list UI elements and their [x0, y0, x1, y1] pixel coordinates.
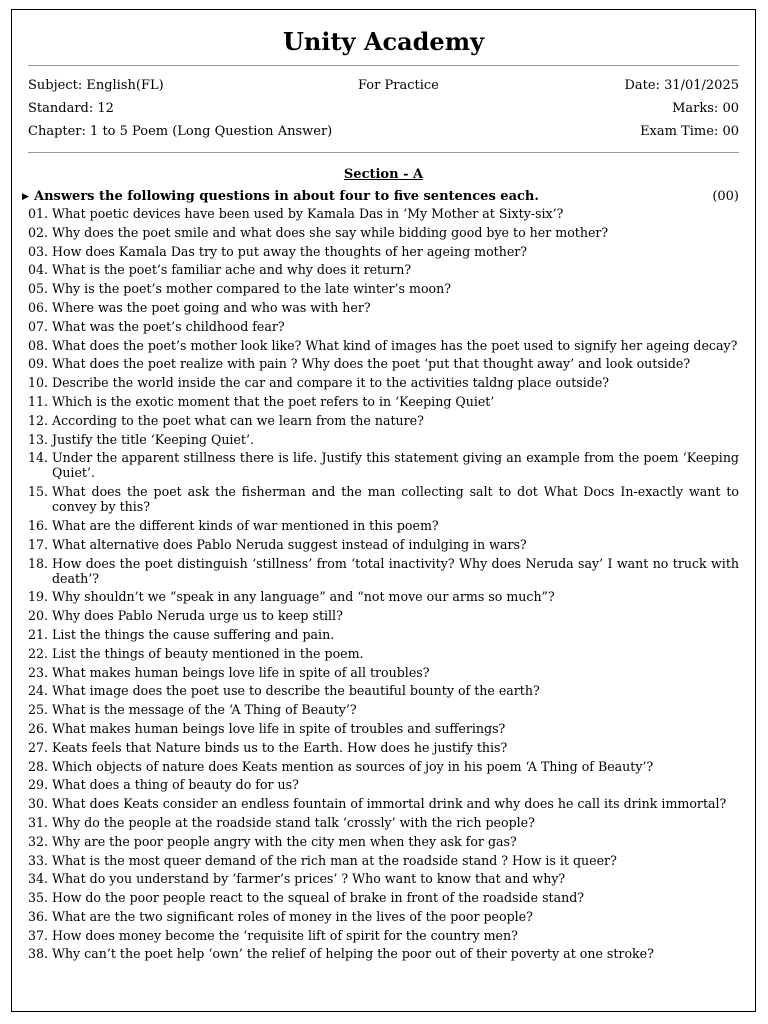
- question-number: 16.: [28, 517, 49, 533]
- school-title: Unity Academy: [282, 27, 485, 56]
- question-text: Why shouldn’t we “speak in any language” and “not move our arms so much”?: [52, 589, 555, 605]
- question-item: [28, 589, 739, 604]
- question-number: 22.: [28, 645, 49, 661]
- question-item: [28, 432, 739, 447]
- question-text: What is the message of the ‘A Thing of Beauty’?: [52, 702, 357, 718]
- marks-label: Marks: 00: [672, 101, 739, 116]
- question-number: 37.: [28, 927, 49, 943]
- question-text: Why does Pablo Neruda urge us to keep still?: [52, 608, 343, 624]
- question-text: Under the apparent stillness there is life. Justify this statement giving an example from the poem ‘Keeping Quiet’.: [52, 450, 739, 481]
- question-number: 35.: [28, 890, 49, 906]
- question-number: 17.: [28, 536, 49, 552]
- question-item: [28, 890, 739, 905]
- exam-time-label: Exam Time: 00: [640, 124, 739, 139]
- question-text: Why can’t the poet help ‘own’ the relief of helping the poor out of their poverty at one stroke?: [52, 946, 654, 962]
- question-number: 29.: [28, 777, 49, 793]
- question-text: What is the most queer demand of the rich man at the roadside stand ? How is it queer?: [52, 852, 617, 868]
- question-text: Why does the poet smile and what does she say while bidding good bye to her mother?: [52, 224, 609, 240]
- question-number: 26.: [28, 720, 49, 736]
- question-text: What are the two significant roles of money in the lives of the poor people?: [52, 908, 533, 924]
- question-text: What was the poet’s childhood fear?: [52, 318, 285, 334]
- question-text: Which objects of nature does Keats mention as sources of joy in his poem ‘A Thing of Beauty’?: [52, 758, 654, 774]
- question-text: According to the poet what can we learn from the nature?: [52, 412, 424, 428]
- question-number: 27.: [28, 739, 49, 755]
- header-divider-bottom: [28, 152, 739, 153]
- question-text: Justify the title ‘Keeping Quiet’.: [52, 431, 254, 447]
- question-number: 01.: [28, 206, 49, 221]
- question-item: [28, 834, 739, 849]
- question-item: [28, 484, 739, 514]
- question-item: [28, 375, 739, 390]
- question-text: What does the poet realize with pain ? Why does the poet ‘put that thought away’ and look outside?: [52, 356, 691, 372]
- question-item: [28, 413, 739, 428]
- question-text: How do the poor people react to the squeal of brake in front of the roadside stand?: [52, 890, 585, 906]
- question-number: 28.: [28, 758, 49, 774]
- question-number: 12.: [28, 412, 49, 428]
- exam-paper: [11, 9, 756, 1012]
- question-text: What is the poet’s familiar ache and why does it return?: [52, 262, 412, 278]
- header-row-3: [28, 123, 739, 141]
- question-number: 36.: [28, 908, 49, 924]
- question-text: Keats feels that Nature binds us to the Earth. How does he justify this?: [52, 739, 508, 755]
- question-number: 23.: [28, 664, 49, 680]
- question-text: What are the different kinds of war mentioned in this poem?: [52, 517, 439, 533]
- question-text: Describe the world inside the car and compare it to the activities taldng place outside?: [52, 375, 610, 391]
- question-number: 32.: [28, 833, 49, 849]
- question-text: What image does the poet use to describe the beautiful bounty of the earth?: [52, 683, 540, 699]
- question-number: 02.: [28, 224, 49, 240]
- question-number: 31.: [28, 814, 49, 830]
- question-item: [28, 759, 739, 774]
- question-number: 11.: [28, 393, 49, 409]
- question-number: 38.: [28, 946, 49, 962]
- question-number: 07.: [28, 318, 49, 334]
- question-list: [28, 206, 739, 965]
- question-item: [28, 300, 739, 315]
- question-number: 18.: [28, 555, 49, 571]
- question-text: Which is the exotic moment that the poet refers to in ‘Keeping Quiet’: [52, 393, 495, 409]
- question-number: 05.: [28, 281, 49, 297]
- triangle-bullet-icon: ▶: [22, 192, 29, 202]
- question-item: [28, 683, 739, 698]
- question-number: 04.: [28, 262, 49, 278]
- question-number: 34.: [28, 871, 49, 887]
- question-number: 20.: [28, 608, 49, 624]
- section-title: Section - A: [343, 167, 424, 182]
- question-text: What do you understand by ‘farmer’s prices’ ? Who want to know that and why?: [52, 871, 566, 887]
- question-item: [28, 665, 739, 680]
- question-item: [28, 740, 739, 755]
- question-item: [28, 537, 739, 552]
- question-text: List the things of beauty mentioned in the poem.: [52, 645, 364, 661]
- question-item: [28, 206, 739, 221]
- question-number: 13.: [28, 431, 49, 447]
- question-item: [28, 627, 739, 642]
- question-item: [28, 244, 739, 259]
- subject-label: Subject: English(FL): [28, 78, 164, 93]
- question-item: [28, 319, 739, 334]
- question-text: Why do the people at the roadside stand talk ‘crossly’ with the rich people?: [52, 814, 535, 830]
- instruction-text: Answers the following questions in about four to five sentences each.: [34, 189, 539, 204]
- question-text: Where was the poet going and who was with her?: [52, 299, 371, 315]
- section-instruction: [22, 188, 739, 206]
- question-item: [28, 556, 739, 586]
- question-item: [28, 815, 739, 830]
- question-number: 09.: [28, 356, 49, 372]
- question-item: [28, 796, 739, 811]
- question-number: 14.: [28, 450, 49, 466]
- question-text: What alternative does Pablo Neruda suggest instead of indulging in wars?: [52, 536, 527, 552]
- question-item: [28, 338, 739, 353]
- header-divider-top: [28, 65, 739, 66]
- question-item: [28, 777, 739, 792]
- question-item: [28, 262, 739, 277]
- question-item: [28, 871, 739, 886]
- question-text: Why are the poor people angry with the city men when they ask for gas?: [52, 833, 517, 849]
- question-item: [28, 702, 739, 717]
- question-item: [28, 450, 739, 480]
- question-number: 30.: [28, 796, 49, 812]
- question-number: 33.: [28, 852, 49, 868]
- question-item: [28, 518, 739, 533]
- question-text: What does the poet ask the fisherman and the man collecting salt to dot What Docs In-exactly want to convey by this?: [52, 484, 739, 515]
- question-text: What does a thing of beauty do for us?: [52, 777, 299, 793]
- question-number: 03.: [28, 243, 49, 259]
- question-text: What makes human beings love life in spite of all troubles?: [52, 664, 430, 680]
- question-text: List the things the cause suffering and pain.: [52, 626, 335, 642]
- question-text: What poetic devices have been used by Kamala Das in ‘My Mother at Sixty-six’?: [52, 206, 564, 221]
- header-row-2: [28, 100, 739, 118]
- question-number: 06.: [28, 299, 49, 315]
- question-number: 10.: [28, 375, 49, 391]
- question-item: [28, 909, 739, 924]
- standard-label: Standard: 12: [28, 101, 114, 116]
- question-number: 19.: [28, 589, 49, 605]
- question-item: [28, 721, 739, 736]
- question-text: What does the poet’s mother look like? What kind of images has the poet used to signify her ageing decay?: [52, 337, 738, 353]
- question-item: [28, 225, 739, 240]
- date-label: Date: 31/01/2025: [624, 78, 739, 93]
- question-text: How does Kamala Das try to put away the thoughts of her ageing mother?: [52, 243, 528, 259]
- question-item: [28, 394, 739, 409]
- question-number: 24.: [28, 683, 49, 699]
- question-number: 25.: [28, 702, 49, 718]
- purpose-label: For Practice: [358, 78, 439, 93]
- question-item: [28, 281, 739, 296]
- question-text: What makes human beings love life in spite of troubles and sufferings?: [52, 720, 506, 736]
- header-row-1: [28, 77, 739, 95]
- question-text: How does the poet distinguish ‘stillness’ from ‘total inactivity? Why does Neruda say’ I want no truck with death’?: [52, 555, 739, 586]
- question-item: [28, 853, 739, 868]
- question-item: [28, 608, 739, 623]
- question-number: 08.: [28, 337, 49, 353]
- question-number: 15.: [28, 484, 49, 500]
- instruction-marks: (00): [712, 189, 739, 204]
- question-item: [28, 928, 739, 943]
- question-item: [28, 646, 739, 661]
- question-number: 21.: [28, 626, 49, 642]
- question-item: [28, 946, 739, 961]
- question-text: Why is the poet’s mother compared to the late winter’s moon?: [52, 281, 451, 297]
- question-text: How does money become the ‘requisite lift of spirit for the country men?: [52, 927, 518, 943]
- question-text: What does Keats consider an endless fountain of immortal drink and why does he call its drink immortal?: [52, 796, 727, 812]
- question-item: [28, 356, 739, 371]
- chapter-label: Chapter: 1 to 5 Poem (Long Question Answer): [28, 124, 333, 139]
